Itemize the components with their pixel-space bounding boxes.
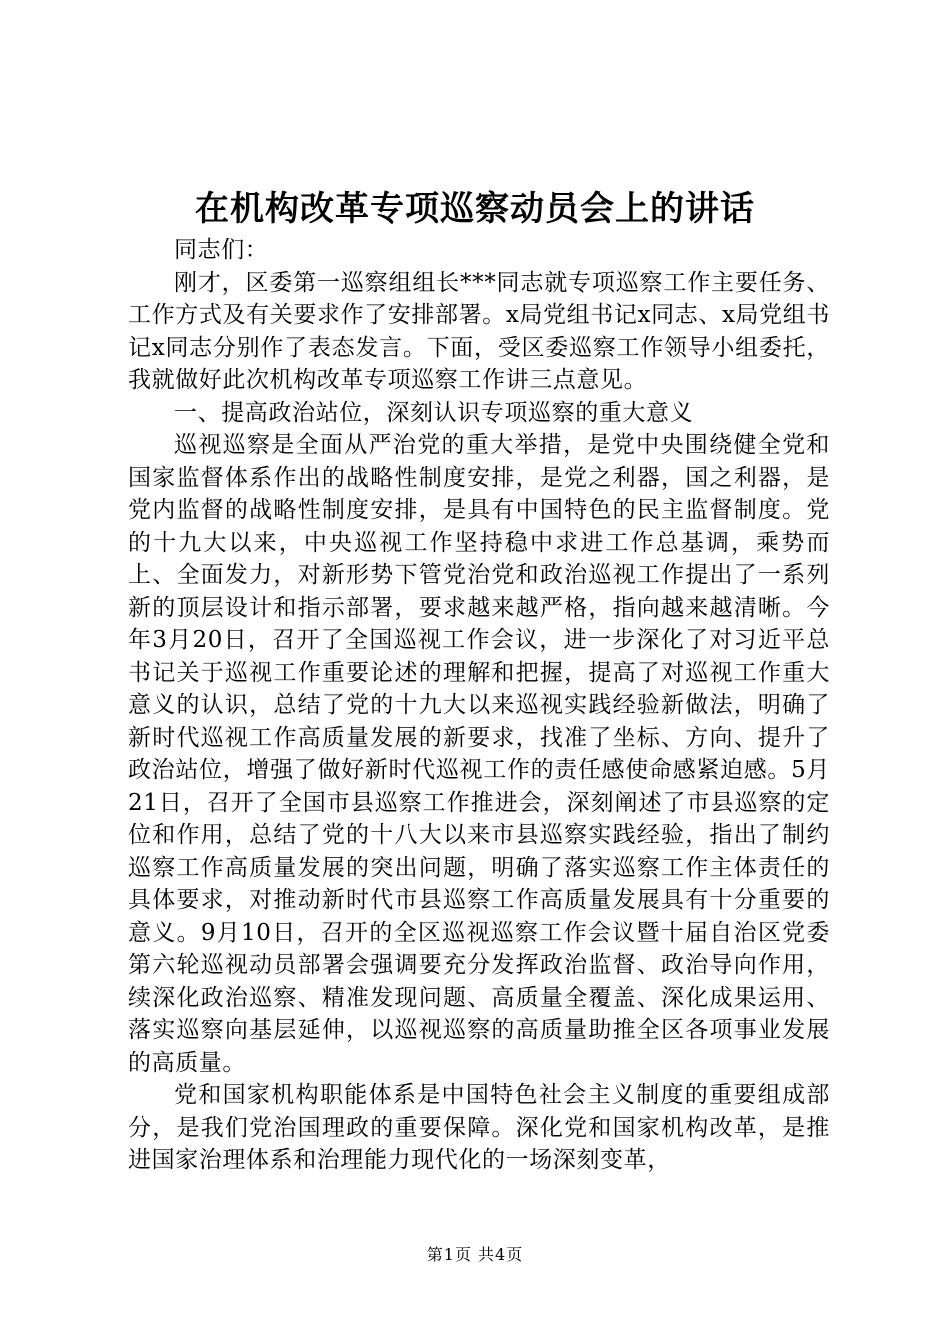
body-paragraph: 巡视巡察是全面从严治党的重大举措，是党中央围绕健全党和国家监督体系作出的战略性制度安排，是党之利器，国之利器，是党内监督的战略性制度安排，是具有中国特色的民主监督制度。党的十九大以来，中央巡视工作坚持稳中求进工作总基调，乘势而上、全面发力，对新形势下管党治党和政治巡视工作提出了一系列新的顶层设计和指示部署，要求越来越严格，指向越来越清晰。今年3月20日，召开了全国巡视工作会议，进一步深化了对习近平总书记关于巡视工作重要论述的理解和把握，提高了对巡视工作重大意义的认识，总结了党的十九大以来巡视实践经验新做法，明确了新时代巡视工作高质量发展的新要求，找准了坐标、方向、提升了政治站位，增强了做好新时代巡视工作的责任感使命感紧迫感。5月21日，召开了全国市县巡察工作推进会，深刻阐述了市县巡察的定位和作用，总结了党的十八大以来市县巡察实践经验，指出了制约巡察工作高质量发展的突出问题，明确了落实巡察工作主体责任的具体要求，对推动新时代市县巡察工作高质量发展具有十分重要的意义。9月10日，召开的全区巡视巡察工作会议暨十届自治区党委第六轮巡视动员部署会强调要充分发挥政治监督、政治导向作用，续深化政治巡察、精准发现问题、高质量全覆盖、深化成果运用、落实巡察向基层延伸，以巡视巡察的高质量助推全区各项事业发展的高质量。 bbox=[128, 432, 830, 1076]
salutation-paragraph: 同志们： bbox=[174, 237, 269, 263]
page-number-footer: 第1页 共4页 bbox=[426, 1245, 524, 1264]
section-heading: 一、提高政治站位，深刻认识专项巡察的重大意义 bbox=[174, 399, 694, 426]
intro-paragraph: 刚才，区委第一巡察组组长***同志就专项巡察工作主要任务、工作方式及有关要求作了安排部署。x局党组书记x同志、x局党组书记x同志分别作了表态发言。下面，受区委巡察工作领导小组委托，我就做好此次机构改革专项巡察工作讲三点意见。 bbox=[128, 269, 830, 393]
document-title: 在机构改革专项巡察动员会上的讲话 bbox=[195, 189, 755, 229]
document-body bbox=[128, 234, 830, 1177]
body-paragraph: 党和国家机构职能体系是中国特色社会主义制度的重要组成部分，是我们党治国理政的重要保障。深化党和国家机构改革，是推进国家治理体系和治理能力现代化的一场深刻变革， bbox=[128, 1082, 830, 1173]
